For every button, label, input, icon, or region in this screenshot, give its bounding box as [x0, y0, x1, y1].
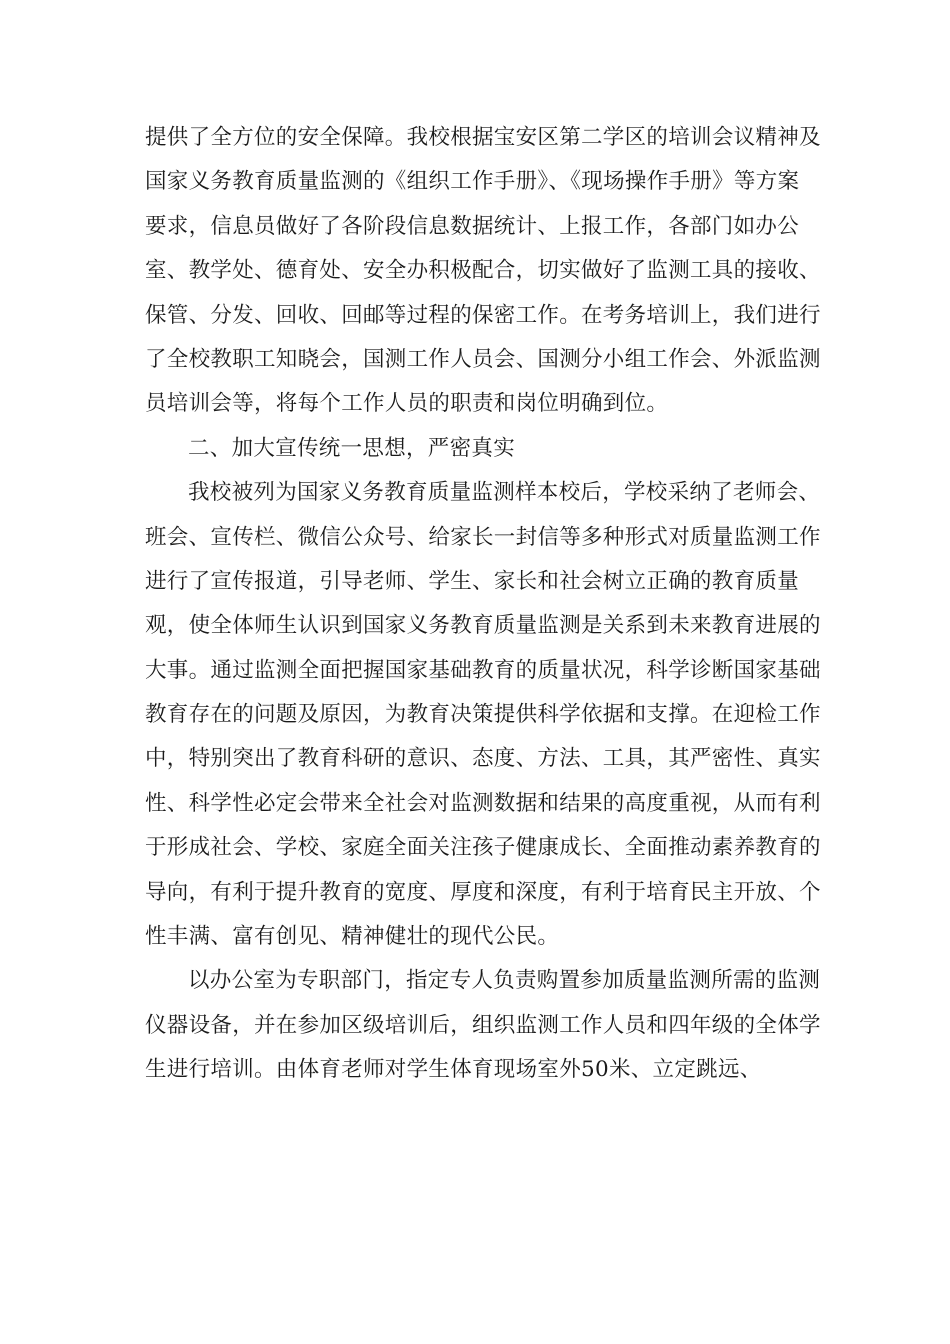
- document-body: [145, 116, 823, 1093]
- text-line: 室、教学处、德育处、安全办积极配合，切实做好了监测工具的接收、: [145, 258, 821, 284]
- text-line: 性丰满、富有创见、精神健壮的现代公民。: [145, 924, 560, 950]
- text-line: 班会、宣传栏、微信公众号、给家长一封信等多种形式对质量监测工作: [145, 524, 821, 550]
- text-line: 进行了宣传报道，引导老师、学生、家长和社会树立正确的教育质量: [145, 568, 800, 594]
- text-line: 性、科学性必定会带来全社会对监测数据和结果的高度重视，从而有利: [145, 790, 821, 816]
- text-line: 保管、分发、回收、回邮等过程的保密工作。在考务培训上，我们进行: [145, 302, 821, 328]
- section-heading: 二、加大宣传统一思想，严密真实: [188, 435, 516, 461]
- text-line: 以办公室为专职部门，指定专人负责购置参加质量监测所需的监测: [188, 968, 821, 994]
- text-line: 仪器设备，并在参加区级培训后，组织监测工作人员和四年级的全体学: [145, 1012, 821, 1038]
- text-line: 提供了全方位的安全保障。我校根据宝安区第二学区的培训会议精神及: [145, 125, 821, 150]
- text-line: 于形成社会、学校、家庭全面关注孩子健康成长、全面推动素养教育的: [145, 835, 821, 861]
- text-line: 观，使全体师生认识到国家义务教育质量监测是关系到未来教育进展的: [145, 613, 821, 639]
- text-line: 大事。通过监测全面把握国家基础教育的质量状况，科学诊断国家基础: [145, 657, 821, 683]
- text-line: 员培训会等，将每个工作人员的职责和岗位明确到位。: [145, 391, 669, 417]
- text-line: 中，特别突出了教育科研的意识、态度、方法、工具，其严密性、真实: [145, 746, 821, 772]
- text-line: 我校被列为国家义务教育质量监测样本校后，学校采纳了老师会、: [188, 480, 821, 506]
- text-line: 国家义务教育质量监测的《组织工作手册》、《现场操作手册》等方案: [145, 169, 800, 195]
- text-line: 了全校教职工知晓会，国测工作人员会、国测分小组工作会、外派监测: [145, 346, 821, 372]
- text-line: 生进行培训。由体育老师对学生体育现场室外50米、立定跳远、: [145, 1057, 762, 1083]
- text-line: 导向，有利于提升教育的宽度、厚度和深度，有利于培育民主开放、个: [145, 879, 821, 905]
- text-line: 要求，信息员做好了各阶段信息数据统计、上报工作，各部门如办公: [145, 213, 800, 239]
- text-line: 教育存在的问题及原因，为教育决策提供科学依据和支撑。在迎检工作: [145, 702, 821, 728]
